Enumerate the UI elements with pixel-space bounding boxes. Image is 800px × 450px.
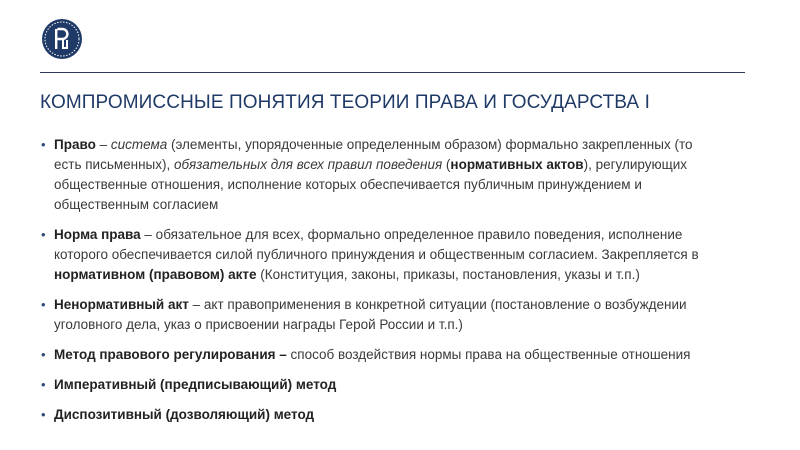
bullet-item [40, 345, 720, 365]
bullet-list [40, 135, 720, 435]
bullet-text: нормативных актов [450, 157, 584, 172]
bullet-item [40, 295, 720, 335]
bullet-text: ( [442, 157, 451, 172]
bullet-text: ), регулирующих общественные отношения, исполнение которых обеспечивается публичным принуждением и общественным согласием [54, 157, 688, 212]
bullet-text: Императивный (предписывающий) метод [54, 377, 337, 392]
bullet-text: – акт правоприменения в конкретной ситуации (постановление о возбуждении уголовного дела, указ о присвоении награды Герой России и т.п.) [54, 297, 687, 332]
bullet-item [40, 375, 720, 395]
header-divider [40, 72, 745, 73]
bullet-text: – [95, 137, 111, 152]
bullet-text: (Конституция, законы, приказы, постановления, указы и т.п.) [256, 267, 640, 282]
bullet-marker: • [41, 137, 46, 152]
bullet-marker: • [41, 347, 46, 362]
bullet-text: способ воздействия нормы права на общественные отношения [286, 347, 691, 362]
bullet-text: Право [54, 137, 96, 152]
bullet-text: – обязательное для всех, формально определенное правило поведения, исполнение которого обеспечивается силой публичного принуждения и общественным согласием. Закрепляется в [54, 227, 699, 262]
bullet-item [40, 405, 720, 425]
bullet-marker: • [41, 407, 46, 422]
bullet-text: система [110, 137, 168, 152]
bullet-marker: • [41, 227, 46, 242]
hse-logo [40, 17, 84, 61]
bullet-text: Диспозитивный (дозволяющий) метод [54, 407, 315, 422]
bullet-marker: • [41, 297, 46, 312]
bullet-text: Ненормативный акт [54, 297, 189, 312]
bullet-marker: • [41, 377, 46, 392]
hse-logo-icon [40, 17, 84, 61]
bullet-text: Метод правового регулирования – [54, 347, 287, 362]
bullet-text: нормативном (правовом) акте [54, 267, 257, 282]
bullet-item [40, 225, 720, 285]
bullet-text: (элементы, упорядоченные определенным образом) формально закрепленных (то есть письменных), [54, 137, 693, 172]
bullet-item [40, 135, 720, 215]
bullet-text: Норма права [54, 227, 141, 242]
bullet-text: обязательных для всех правил поведения [174, 157, 443, 172]
slide-title: КОМПРОМИССНЫЕ ПОНЯТИЯ ТЕОРИИ ПРАВА И ГОСУДАРСТВА I [40, 92, 650, 113]
